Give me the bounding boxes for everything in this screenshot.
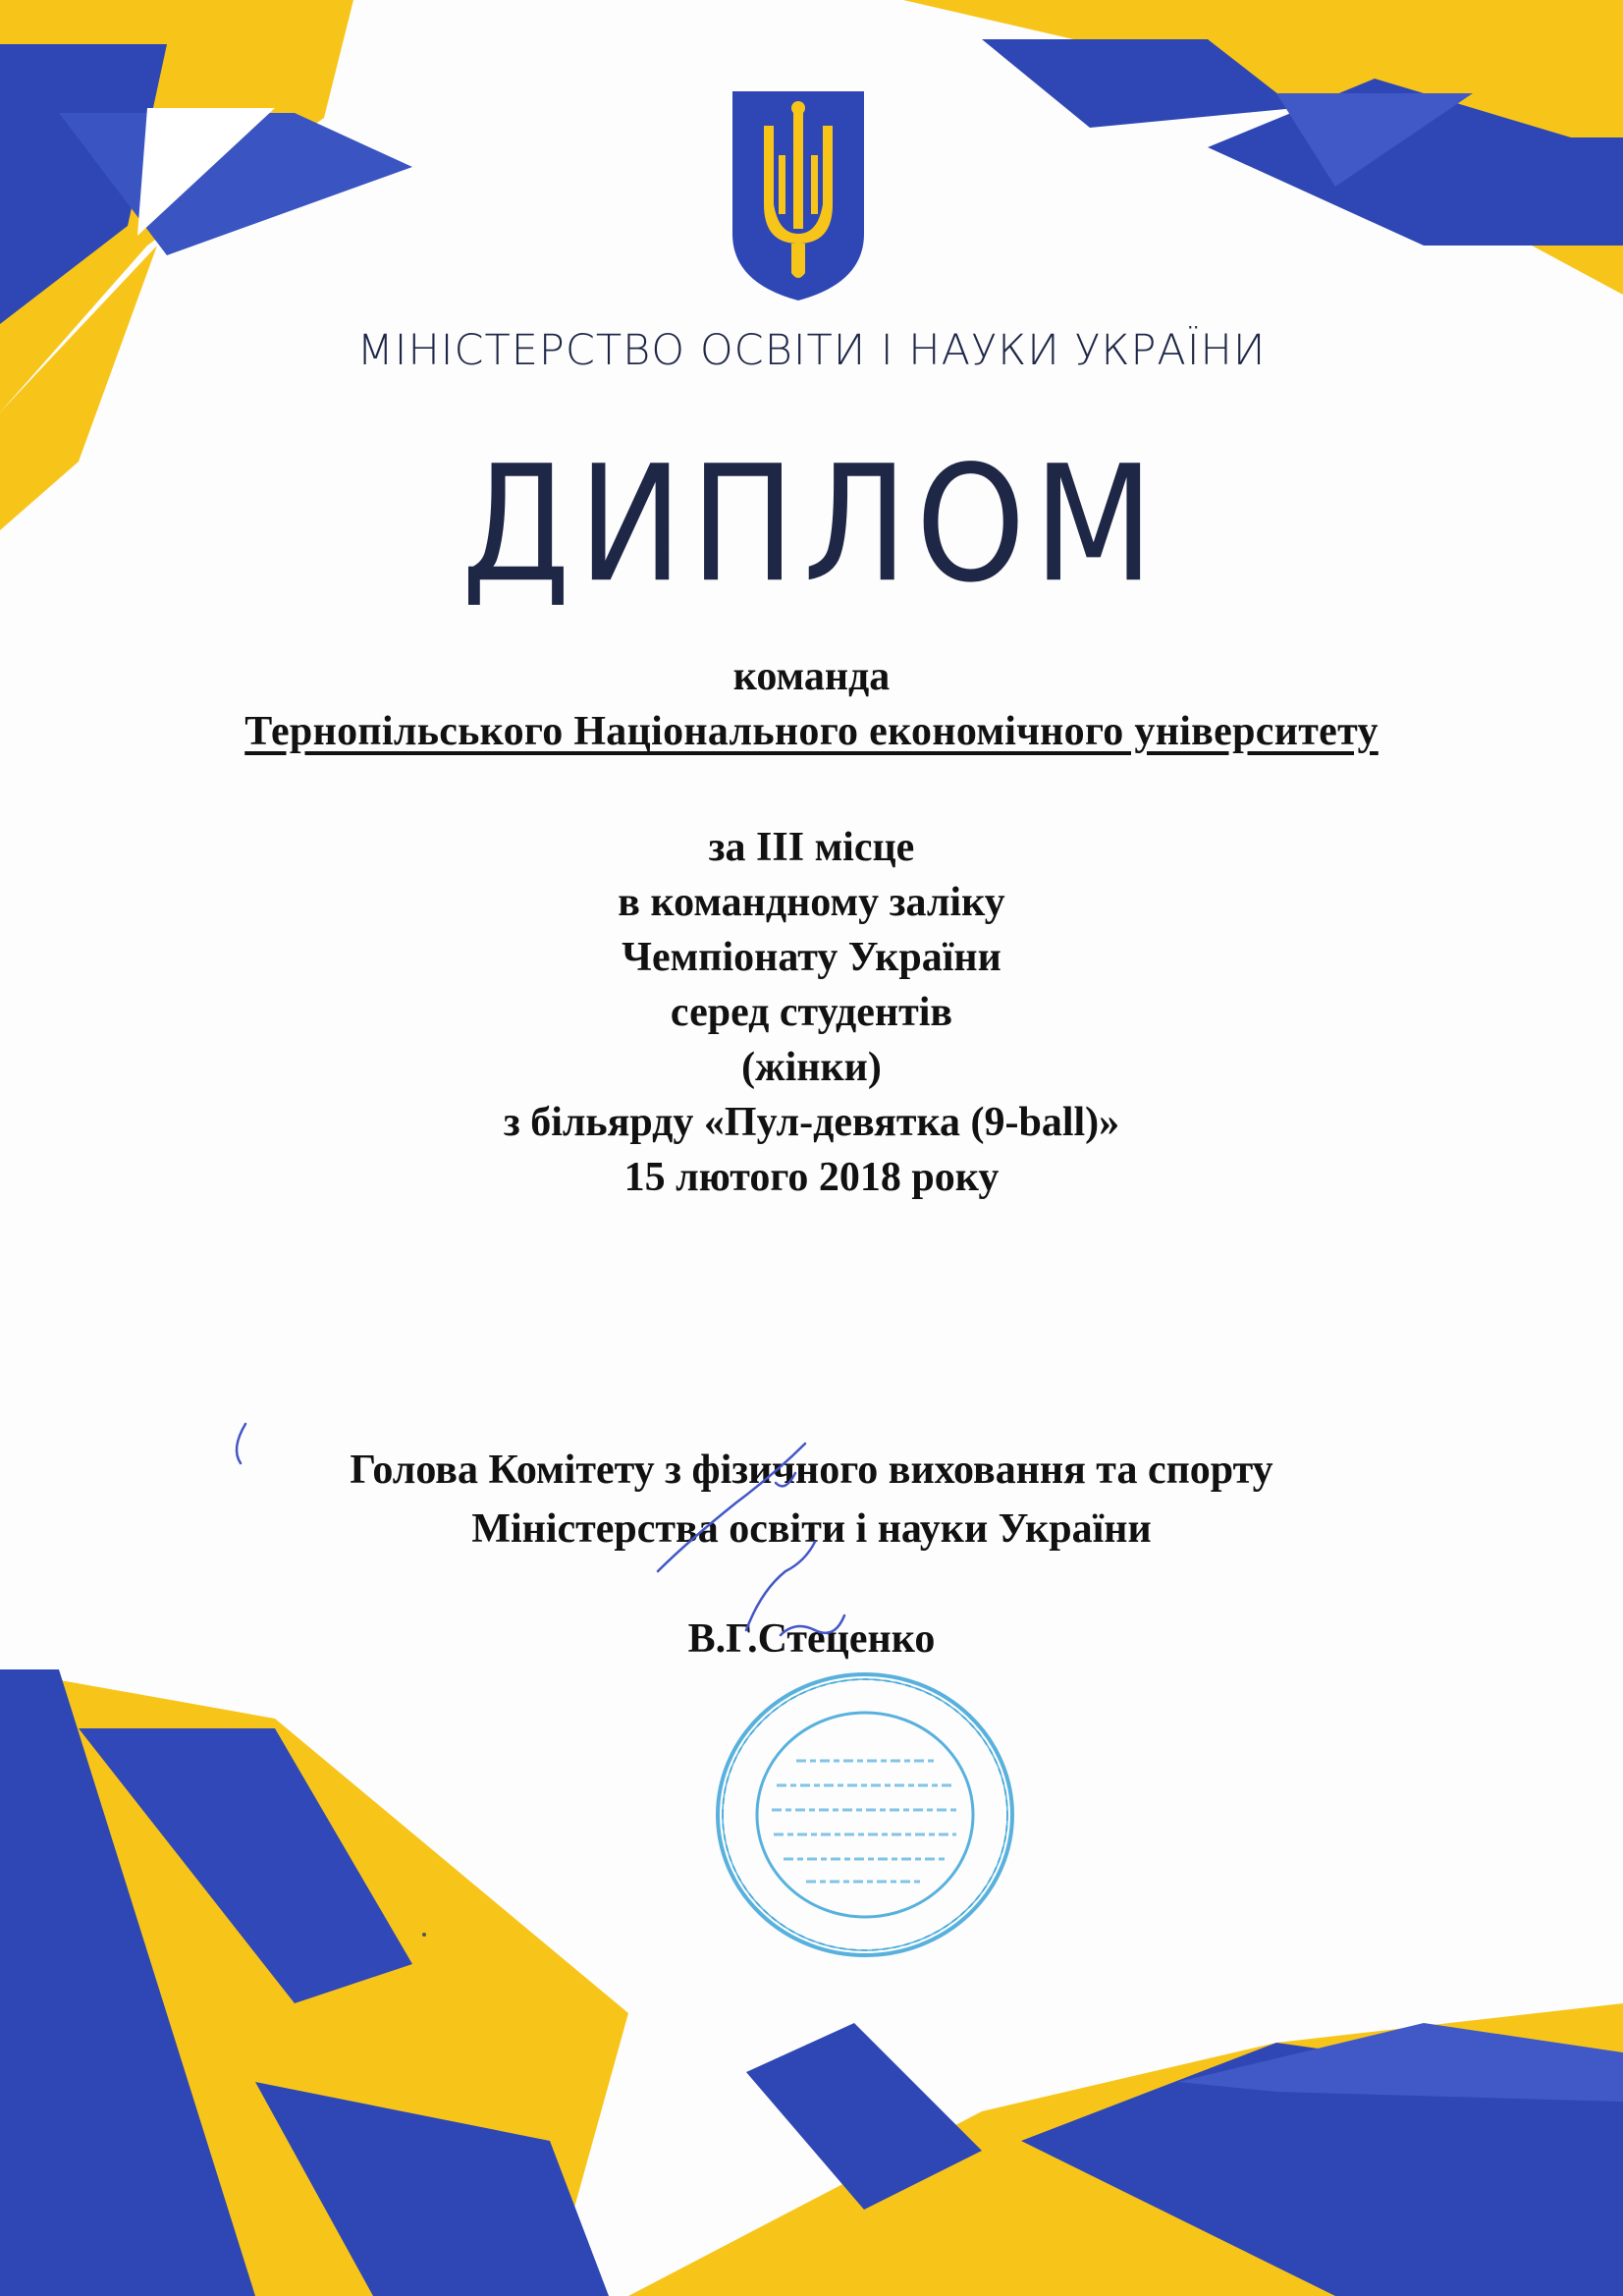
award-text xyxy=(0,827,1623,1212)
trident-coat-of-arms-icon xyxy=(725,86,872,302)
award-line: (жінки) xyxy=(741,1045,882,1090)
signatory-line: Міністерства освіти і науки України xyxy=(471,1506,1152,1552)
award-line: в командному заліку xyxy=(618,880,1005,925)
award-line: з більярду «Пул-девятка (9-ball)» xyxy=(503,1100,1120,1145)
team-label: команда xyxy=(732,654,891,699)
scan-speck xyxy=(422,1933,426,1937)
award-line: за III місце xyxy=(708,825,915,870)
official-stamp xyxy=(713,1667,1017,1962)
diploma-title: ДИПЛОМ xyxy=(460,431,1162,619)
signatory-line: Голова Комітету з фізичного виховання та спорту xyxy=(350,1448,1273,1493)
handwritten-signature xyxy=(226,1394,972,1660)
signatory-name: В.Г.Стеценко xyxy=(687,1616,936,1662)
ministry-name: МІНІСТЕРСТВО ОСВІТИ І НАУКИ УКРАЇНИ xyxy=(356,326,1267,375)
award-line: серед студентів xyxy=(670,990,953,1035)
team-name: Тернопільського Національного економічного університету xyxy=(244,709,1379,754)
award-line: Чемпіонату України xyxy=(622,935,1001,980)
award-date: 15 лютого 2018 року xyxy=(623,1155,1000,1200)
